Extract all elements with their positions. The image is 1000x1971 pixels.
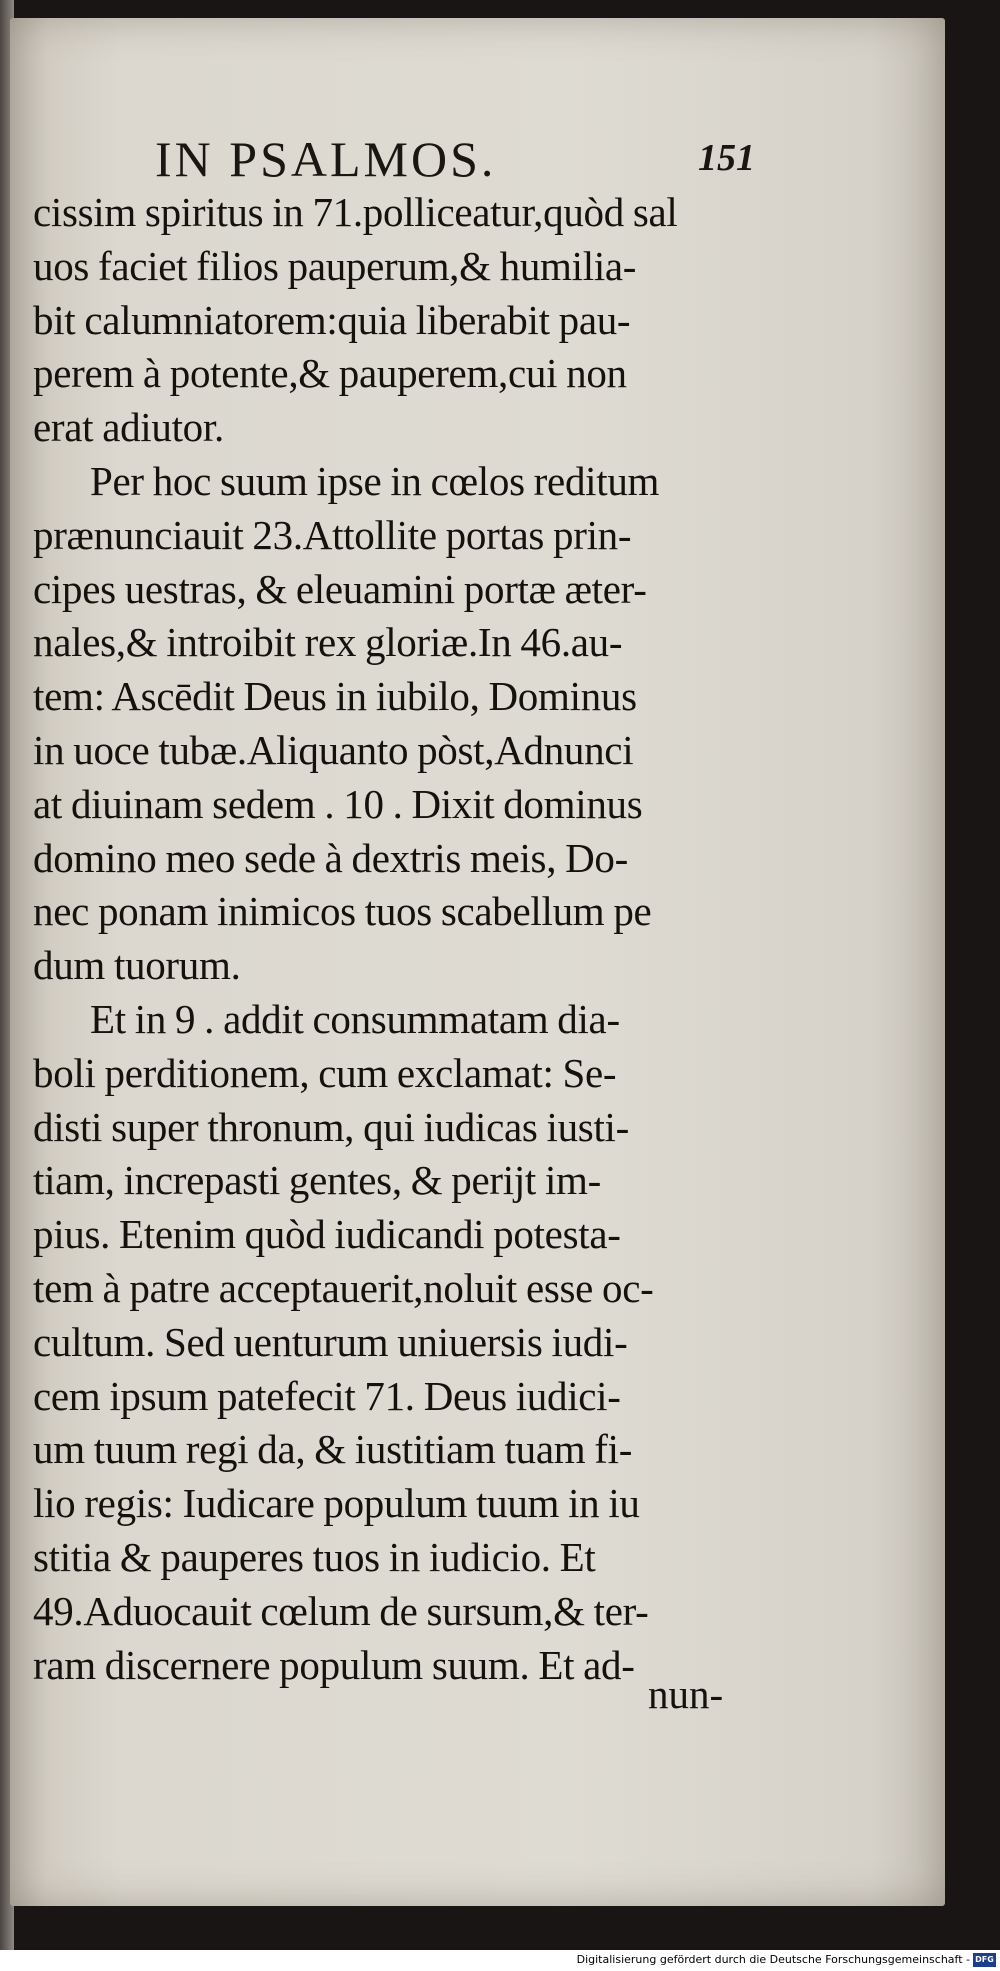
text-line: Et in 9 . addit consummatam dia- (90, 995, 620, 1042)
text-line: pius. Etenim quòd iudicandi potesta- (33, 1211, 621, 1258)
text-line: in uoce tubæ.Aliquanto pòst,Adnunci (33, 726, 634, 773)
text-line: bit calumniatorem:quia liberabit pau- (33, 296, 631, 343)
page-number: 151 (698, 137, 755, 179)
book-page (10, 18, 945, 1906)
page-header (155, 130, 755, 190)
text-line: cissim spiritus in 71.polliceatur,quòd sal (33, 189, 678, 235)
digitization-footer (0, 1950, 1000, 1971)
running-title: IN PSALMOS. (155, 131, 497, 187)
text-line: dum tuorum. (33, 942, 241, 989)
text-line: at diuinam sedem . 10 . Dixit dominus (33, 780, 643, 827)
text-line: cultum. Sed uenturum uniuersis iudi- (33, 1318, 628, 1365)
text-line: prænunciauit 23.Attollite portas prin- (33, 511, 632, 558)
text-line: erat adiutor. (33, 404, 224, 451)
text-line: nales,& introibit rex gloriæ.In 46.au- (33, 619, 623, 666)
text-line: tem: Ascēdit Deus in iubilo, Dominus (33, 673, 637, 720)
body-text (33, 186, 768, 1692)
text-line: lio regis: Iudicare populum tuum in iu (33, 1480, 640, 1527)
funding-credit: Digitalisierung gefördert durch die Deutsche Forschungsgemeinschaft - (576, 1953, 970, 1966)
text-line: uos faciet filios pauperum,& humilia- (33, 242, 637, 289)
text-line: tem à patre acceptauerit,noluit esse oc- (33, 1264, 654, 1311)
text-line: um tuum regi da, & iustitiam tuam fi- (33, 1426, 633, 1473)
text-line: 49.Aduocauit cœlum de sursum,& ter- (33, 1587, 649, 1634)
text-line: cipes uestras, & eleuamini portæ æter- (33, 565, 647, 612)
text-line: disti super thronum, qui iudicas iusti- (33, 1103, 629, 1150)
catchword: nun- (648, 1671, 724, 1717)
text-line: boli perditionem, cum exclamat: Se- (33, 1049, 617, 1096)
text-line: Per hoc suum ipse in cœlos reditum (90, 457, 660, 504)
text-line: nec ponam inimicos tuos scabellum pe (33, 888, 652, 935)
text-line: cem ipsum patefecit 71. Deus iudici- (33, 1372, 621, 1419)
dfg-logo: DFG (973, 1953, 996, 1967)
text-line: stitia & pauperes tuos in iudicio. Et (33, 1533, 596, 1580)
text-line: domino meo sede à dextris meis, Do- (33, 834, 628, 881)
text-line: ram discernere populum suum. Et ad- (33, 1641, 635, 1688)
text-line: perem à potente,& pauperem,cui non (33, 350, 627, 397)
text-line: tiam, increpasti gentes, & perijt im- (33, 1157, 601, 1204)
